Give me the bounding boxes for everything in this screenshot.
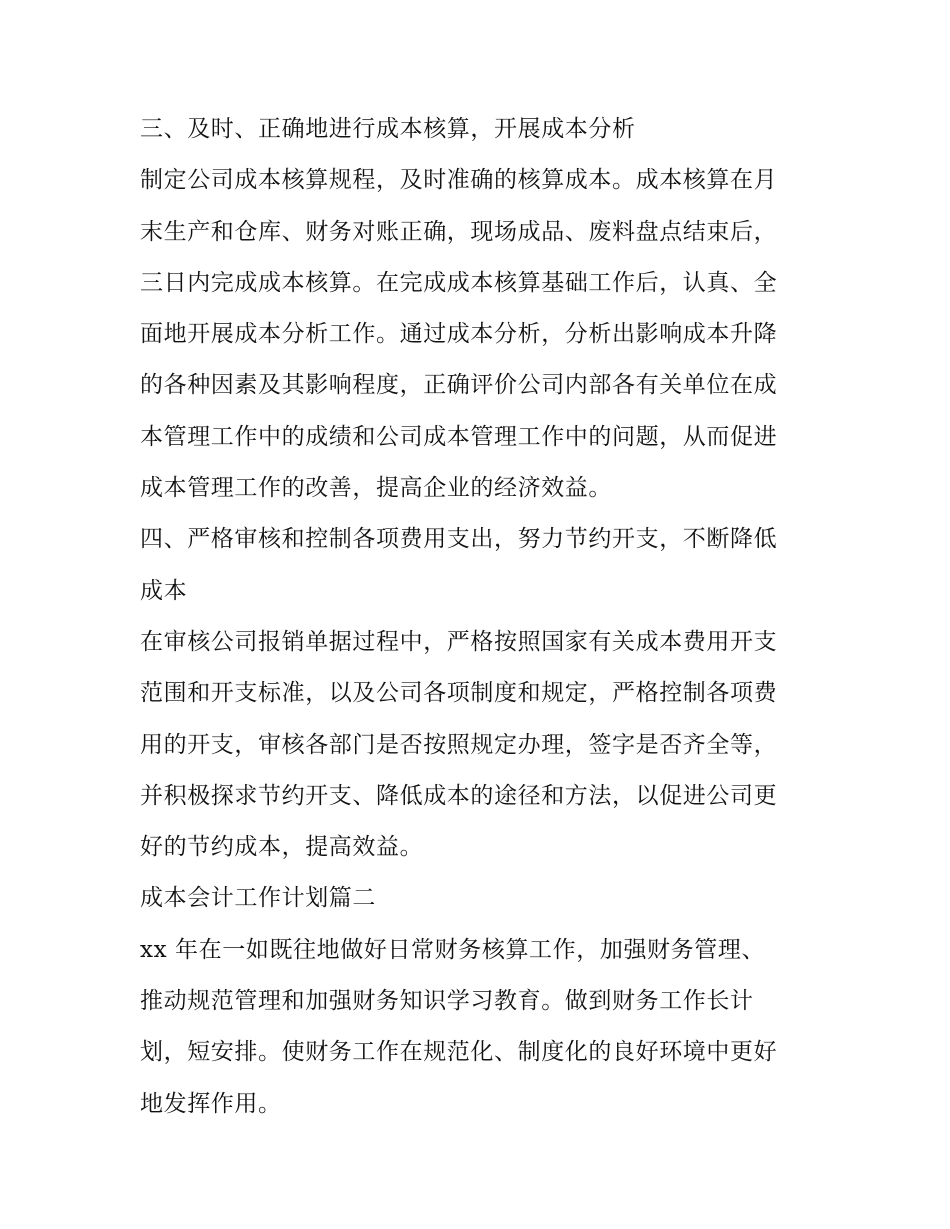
paragraph-line: 成本管理工作的改善，提高企业的经济效益。	[140, 475, 612, 502]
paragraph-line: 在审核公司报销单据过程中，严格按照国家有关成本费用开支	[140, 628, 778, 655]
paragraph-line: 范围和开支标准，以及公司各项制度和规定，严格控制各项费	[140, 680, 778, 707]
paragraph-line: 制定公司成本核算规程，及时准确的核算成本。成本核算在月	[140, 167, 778, 194]
paragraph-line: 好的节约成本，提高效益。	[140, 834, 424, 861]
paragraph-line: 推动规范管理和加强财务知识学习教育。做到财务工作长计	[140, 988, 754, 1015]
section-heading-4-continued: 成本	[140, 577, 188, 604]
paragraph-line: 用的开支，审核各部门是否按照规定办理，签字是否齐全等，	[140, 731, 778, 758]
paragraph-line: 面地开展成本分析工作。通过成本分析，分析出影响成本升降	[140, 321, 778, 348]
paragraph-line: 本管理工作中的成绩和公司成本管理工作中的问题，从而促进	[140, 423, 778, 450]
paragraph-line: 的各种因素及其影响程度，正确评价公司内部各有关单位在成	[140, 372, 778, 399]
section-heading-4: 四、严格审核和控制各项费用支出，努力节约开支，不断降低	[140, 526, 778, 553]
paragraph-line: 地发挥作用。	[140, 1090, 282, 1117]
paragraph-line: 划，短安排。使财务工作在规范化、制度化的良好环境中更好	[140, 1039, 778, 1066]
section-heading-3: 三、及时、正确地进行成本核算，开展成本分析	[140, 116, 636, 142]
article-title: 成本会计工作计划篇二	[140, 885, 376, 912]
paragraph-line: xx 年在一如既往地做好日常财务核算工作，加强财务管理、	[140, 936, 766, 963]
paragraph-line: 并积极探求节约开支、降低成本的途径和方法，以促进公司更	[140, 782, 778, 809]
paragraph-line: 三日内完成成本核算。在完成成本核算基础工作后，认真、全	[140, 269, 778, 296]
document-body	[140, 104, 820, 1130]
paragraph-line: 末生产和仓库、财务对账正确，现场成品、废料盘点结束后，	[140, 218, 778, 245]
